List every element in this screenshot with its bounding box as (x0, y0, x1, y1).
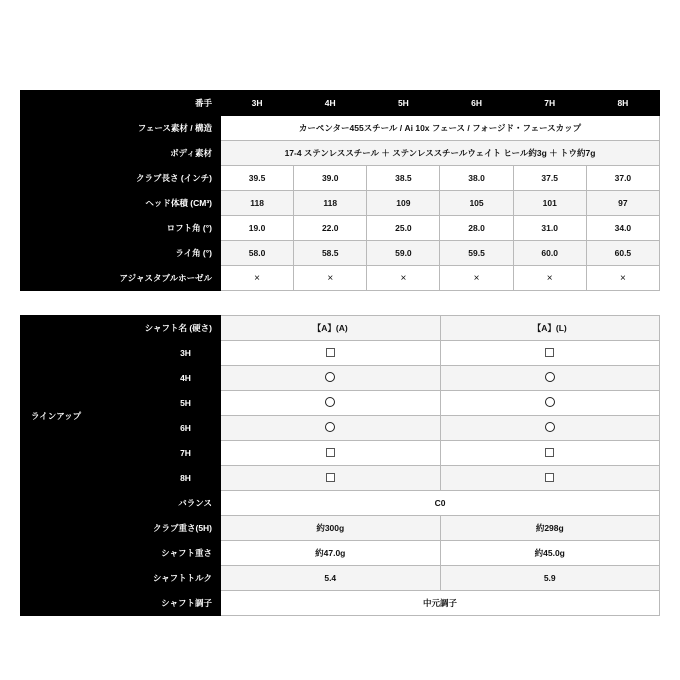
cell: 34.0 (586, 216, 659, 241)
cell: 58.5 (294, 241, 367, 266)
cell: 101 (513, 191, 586, 216)
cell: × (367, 266, 440, 291)
table-row (21, 491, 660, 516)
column-header: 5H (367, 91, 440, 116)
row-label: シャフト重さ (21, 541, 221, 566)
lineup-mark (221, 416, 440, 441)
cell: 約300g (221, 516, 440, 541)
shaft-name: 【A】(L) (440, 316, 660, 341)
club-spec-table (20, 90, 660, 291)
row-label: シャフトトルク (21, 566, 221, 591)
lineup-mark (221, 441, 440, 466)
lineup-mark (440, 416, 660, 441)
table-row (21, 191, 660, 216)
table-row (21, 516, 660, 541)
square-icon (326, 473, 335, 482)
cell: 60.5 (586, 241, 659, 266)
square-icon (545, 473, 554, 482)
cell: 39.0 (294, 166, 367, 191)
shaft-name: 【A】(A) (221, 316, 440, 341)
table-row (21, 116, 660, 141)
cell: × (586, 266, 659, 291)
cell: 38.0 (440, 166, 513, 191)
lineup-model: 8H (151, 466, 221, 491)
column-header: 6H (440, 91, 513, 116)
cell: 31.0 (513, 216, 586, 241)
circle-icon (545, 397, 555, 407)
shaft-spec-table (20, 315, 660, 616)
lineup-row (21, 341, 660, 366)
lineup-model: 6H (151, 416, 221, 441)
table-row (21, 266, 660, 291)
column-header: 7H (513, 91, 586, 116)
cell: 約298g (440, 516, 660, 541)
table-header-row (21, 91, 660, 116)
row-label: クラブ重さ(5H) (21, 516, 221, 541)
cell: × (294, 266, 367, 291)
square-icon (326, 348, 335, 357)
cell: 28.0 (440, 216, 513, 241)
cell: 59.0 (367, 241, 440, 266)
row-value-merged: 中元調子 (221, 591, 660, 616)
cell: 109 (367, 191, 440, 216)
row-value-merged: カーペンター455スチール / Ai 10x フェース / フォージド・フェースカップ (221, 116, 660, 141)
cell: 58.0 (221, 241, 294, 266)
cell: 59.5 (440, 241, 513, 266)
table-row (21, 166, 660, 191)
lineup-label: ラインアップ (21, 341, 151, 491)
lineup-model: 3H (151, 341, 221, 366)
table-row (21, 591, 660, 616)
lineup-mark (221, 466, 440, 491)
shaft-header-row (21, 316, 660, 341)
row-label: クラブ長さ (インチ) (21, 166, 221, 191)
table-row (21, 216, 660, 241)
lineup-mark (440, 466, 660, 491)
cell: × (513, 266, 586, 291)
row-label: バランス (21, 491, 221, 516)
table-row (21, 566, 660, 591)
cell: 39.5 (221, 166, 294, 191)
column-header: 8H (586, 91, 659, 116)
lineup-model: 4H (151, 366, 221, 391)
cell: 約47.0g (221, 541, 440, 566)
cell: × (221, 266, 294, 291)
cell: 19.0 (221, 216, 294, 241)
cell: × (440, 266, 513, 291)
table-row (21, 241, 660, 266)
lineup-mark (221, 341, 440, 366)
circle-icon (325, 372, 335, 382)
circle-icon (545, 422, 555, 432)
row-label: ヘッド体積 (CM³) (21, 191, 221, 216)
circle-icon (325, 397, 335, 407)
row-value-merged: 17-4 ステンレススチール ＋ ステンレススチールウェイト ヒール約3g ＋ トウ約7g (221, 141, 660, 166)
square-icon (545, 348, 554, 357)
row-value-merged: C0 (221, 491, 660, 516)
lineup-model: 7H (151, 441, 221, 466)
row-label: フェース素材 / 構造 (21, 116, 221, 141)
cell: 37.5 (513, 166, 586, 191)
table-row (21, 141, 660, 166)
row-label: ライ角 (°) (21, 241, 221, 266)
circle-icon (325, 422, 335, 432)
row-label: ボディ素材 (21, 141, 221, 166)
header-label: 番手 (21, 91, 221, 116)
shaft-name-label: シャフト名 (硬さ) (21, 316, 221, 341)
cell: 105 (440, 191, 513, 216)
lineup-model: 5H (151, 391, 221, 416)
row-label: アジャスタブルホーゼル (21, 266, 221, 291)
circle-icon (545, 372, 555, 382)
cell: 118 (294, 191, 367, 216)
lineup-mark (440, 441, 660, 466)
lineup-mark (221, 366, 440, 391)
row-label: シャフト調子 (21, 591, 221, 616)
lineup-mark (440, 366, 660, 391)
lineup-mark (440, 341, 660, 366)
column-header: 3H (221, 91, 294, 116)
cell: 118 (221, 191, 294, 216)
cell: 97 (586, 191, 659, 216)
square-icon (326, 448, 335, 457)
square-icon (545, 448, 554, 457)
lineup-mark (440, 391, 660, 416)
row-label: ロフト角 (°) (21, 216, 221, 241)
cell: 38.5 (367, 166, 440, 191)
cell: 約45.0g (440, 541, 660, 566)
cell: 60.0 (513, 241, 586, 266)
cell: 37.0 (586, 166, 659, 191)
cell: 22.0 (294, 216, 367, 241)
lineup-mark (221, 391, 440, 416)
table-row (21, 541, 660, 566)
column-header: 4H (294, 91, 367, 116)
cell: 25.0 (367, 216, 440, 241)
cell: 5.9 (440, 566, 660, 591)
cell: 5.4 (221, 566, 440, 591)
